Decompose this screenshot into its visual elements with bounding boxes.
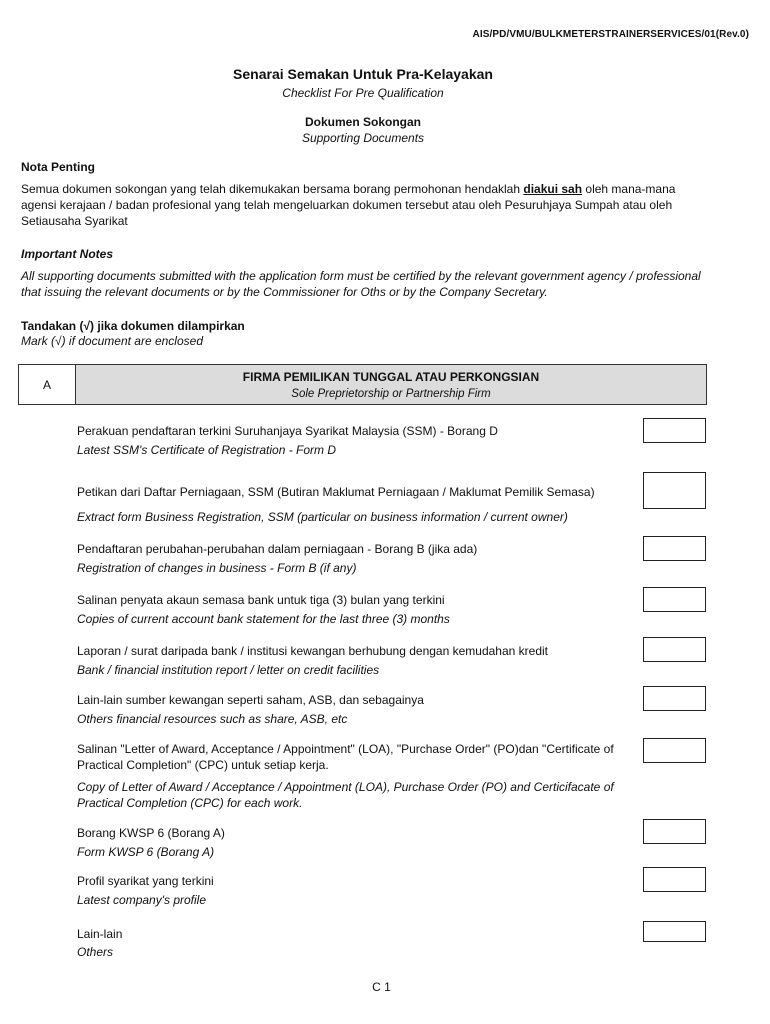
section-letter: A <box>19 365 76 404</box>
item-checkbox[interactable] <box>643 686 706 711</box>
item-checkbox[interactable] <box>643 587 706 612</box>
item-checkbox[interactable] <box>643 536 706 561</box>
page-number: C 1 <box>372 980 391 994</box>
checklist-item <box>77 873 642 908</box>
notes-paragraph <box>21 181 711 229</box>
notes-text-after: oleh mana-mana agensi kerajaan / badan profesional yang telah mengeluarkan dokumen tersebut atau oleh Pesuruhjaya Sumpah atau oleh Setiausaha Syarikat <box>21 182 676 228</box>
instruction-text-english: Mark (√) if document are enclosed <box>21 334 203 348</box>
instruction-text: Tandakan (√) jika dokumen dilampirkan <box>21 319 245 333</box>
item-label-ms: Profil syarikat yang terkini <box>77 874 214 888</box>
item-checkbox[interactable] <box>643 867 706 892</box>
page-title: Senarai Semakan Untuk Pra-Kelayakan <box>233 66 493 82</box>
item-checkbox[interactable] <box>643 738 706 763</box>
item-label-ms: Perakuan pendaftaran terkini Suruhanjaya Syarikat Malaysia (SSM) - Borang D <box>77 424 498 438</box>
page-subtitle: Dokumen Sokongan <box>304 115 421 129</box>
item-label-ms: Lain-lain sumber kewangan seperti saham, ASB, dan sebagainya <box>77 693 424 707</box>
notes-heading: Nota Penting <box>21 160 95 174</box>
page-subtitle-english: Supporting Documents <box>301 131 425 145</box>
notes-text-before: Semua dokumen sokongan yang telah dikemukakan bersama borang permohonan hendaklah <box>21 182 521 196</box>
checklist-item <box>77 692 642 727</box>
checklist-item <box>77 592 642 627</box>
checklist-item <box>77 643 642 678</box>
item-label-ms: Borang KWSP 6 (Borang A) <box>77 826 225 840</box>
item-label-en: Extract form Business Registration, SSM (particular on business information / current owner) <box>77 510 568 524</box>
checklist-item <box>77 825 642 860</box>
item-checkbox[interactable] <box>643 819 706 844</box>
item-label-en: Bank / financial institution report / letter on credit facilities <box>77 663 380 677</box>
checklist-item <box>77 423 642 458</box>
section-title-cell <box>76 365 706 404</box>
checklist-item <box>77 541 642 576</box>
item-label-en: Form KWSP 6 (Borang A) <box>77 845 215 859</box>
item-label-ms: Laporan / surat daripada bank / institusi kewangan berhubung dengan kemudahan kredit <box>77 644 548 658</box>
item-label-en: Latest company's profile <box>77 893 207 907</box>
item-label-ms: Pendaftaran perubahan-perubahan dalam perniagaan - Borang B (jika ada) <box>77 542 478 556</box>
item-label-en: Latest SSM's Certificate of Registration - Form D <box>77 443 337 457</box>
checklist-item <box>77 741 642 811</box>
document-reference: AIS/PD/VMU/BULKMETERSTRAINERSERVICES/01(Rev.0) <box>472 29 749 40</box>
section-title: FIRMA PEMILIKAN TUNGGAL ATAU PERKONGSIAN <box>242 370 540 384</box>
important-notes-heading: Important Notes <box>21 247 114 261</box>
item-label-en: Copy of Letter of Award / Acceptance / Appointment (LOA), Purchase Order (PO) and Certicifacate of Practical Completion (CPC) for each work. <box>77 780 614 810</box>
item-checkbox[interactable] <box>643 637 706 662</box>
checklist-item <box>77 484 642 525</box>
section-header <box>18 364 707 405</box>
item-label-ms: Petikan dari Daftar Perniagaan, SSM (Butiran Maklumat Perniagaan / Maklumat Pemilik Semasa) <box>77 485 595 499</box>
item-label-ms: Lain-lain <box>77 927 123 941</box>
item-label-en: Copies of current account bank statement for the last three (3) months <box>77 612 450 626</box>
page-title-english: Checklist For Pre Qualification <box>282 86 444 100</box>
item-label-en: Others financial resources such as share, ASB, etc <box>77 712 348 726</box>
important-notes-paragraph: All supporting documents submitted with the application form must be certified by the relevant government agency / professional that issuing the relevant documents or by the Commissioner for Oths or by the Company Secretary. <box>21 269 701 299</box>
item-checkbox[interactable] <box>643 472 706 509</box>
notes-emphasis: diakui sah <box>523 182 583 196</box>
item-label-en: Others <box>77 945 114 959</box>
section-title-english: Sole Preprietorship or Partnership Firm <box>291 388 491 400</box>
checklist-item <box>77 926 642 960</box>
item-label-ms: Salinan penyata akaun semasa bank untuk tiga (3) bulan yang terkini <box>77 593 445 607</box>
item-checkbox[interactable] <box>643 921 706 942</box>
item-label-en: Registration of changes in business - Form B (if any) <box>77 561 357 575</box>
item-label-ms: Salinan "Letter of Award, Acceptance / Appointment" (LOA), "Purchase Order" (PO)dan "Certificate of Practical Completion" (CPC) untuk setiap kerja. <box>77 742 614 772</box>
item-checkbox[interactable] <box>643 418 706 443</box>
